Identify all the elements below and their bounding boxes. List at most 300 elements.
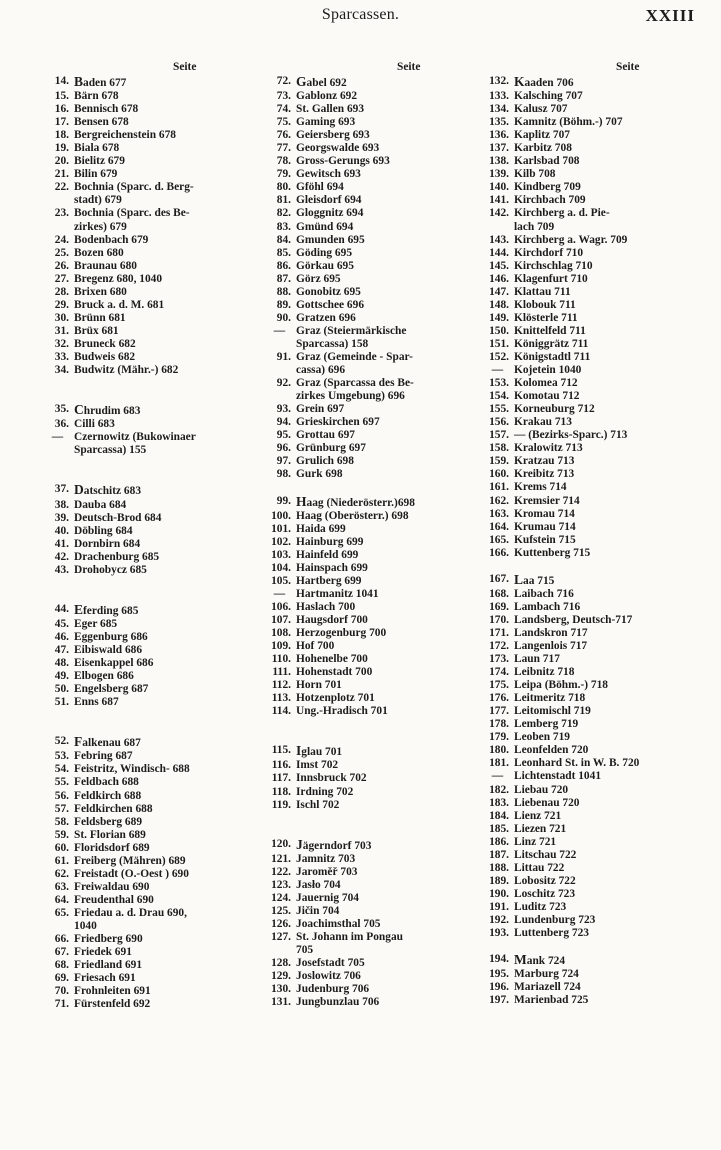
section-initial: E bbox=[74, 601, 84, 617]
entry-text: St. Johann im Pongau bbox=[296, 931, 403, 944]
section-gap bbox=[270, 718, 475, 744]
entry-number: 153. bbox=[489, 377, 509, 390]
entry-number: 117. bbox=[271, 772, 291, 785]
entry-text: ägerndorf 703 bbox=[302, 839, 372, 852]
entry-text: Klösterle 711 bbox=[514, 311, 578, 324]
entry-text: Biala 678 bbox=[74, 142, 120, 155]
index-entry bbox=[488, 495, 703, 508]
index-entry bbox=[270, 429, 475, 442]
entry-number: 102. bbox=[271, 535, 291, 548]
index-entry bbox=[270, 416, 475, 429]
entry-text: Kalusz 707 bbox=[514, 103, 568, 116]
entry-text: aaden 706 bbox=[524, 77, 574, 89]
entry-number: 57. bbox=[54, 802, 69, 815]
entry-text: Grottau 697 bbox=[296, 429, 355, 442]
entry-text: Kirchschlag 710 bbox=[514, 259, 593, 272]
index-entry bbox=[48, 312, 253, 325]
entry-number: 94. bbox=[276, 416, 291, 429]
entry-number: 79. bbox=[276, 168, 291, 181]
entry-text: Cilli 683 bbox=[74, 418, 115, 431]
entry-number: 56. bbox=[54, 789, 69, 802]
entry-text: Lobositz 722 bbox=[514, 874, 576, 887]
index-entry bbox=[488, 810, 703, 823]
entry-text: Brünn 681 bbox=[74, 311, 126, 324]
entry-number: 107. bbox=[271, 613, 291, 626]
entry-number: 35. bbox=[54, 403, 69, 416]
entry-text: Jičin 704 bbox=[296, 904, 340, 917]
entry-number: 27. bbox=[54, 272, 69, 285]
entry-text: Engelsberg 687 bbox=[74, 683, 149, 696]
entry-text: Gottschee 696 bbox=[296, 298, 365, 311]
entry-number: 105. bbox=[271, 574, 291, 587]
index-entry bbox=[48, 985, 253, 998]
entry-number: 36. bbox=[54, 418, 69, 431]
index-entry bbox=[488, 836, 703, 849]
entry-text: Hohenstadt 700 bbox=[296, 666, 373, 679]
entry-text: Gurk 698 bbox=[296, 468, 343, 481]
entry-number: 150. bbox=[489, 324, 509, 337]
entry-number: 101. bbox=[271, 522, 291, 535]
entry-number: 104. bbox=[271, 561, 291, 574]
index-entry bbox=[48, 750, 253, 763]
entry-text: Josefstadt 705 bbox=[296, 957, 365, 970]
entry-number: 140. bbox=[489, 181, 509, 194]
entry-number: 22. bbox=[54, 181, 69, 194]
section-initial: F bbox=[74, 734, 83, 750]
index-entry bbox=[270, 575, 475, 588]
entry-text: aag (Niederösterr.)698 bbox=[306, 496, 415, 509]
entry-text: Marienbad 725 bbox=[514, 994, 589, 1007]
entry-number: 185. bbox=[489, 822, 509, 835]
index-entry bbox=[488, 168, 703, 181]
entry-number: 192. bbox=[489, 914, 509, 926]
entry-text: Jaroměř 703 bbox=[296, 865, 358, 878]
index-entry bbox=[270, 601, 475, 614]
entry-number: 189. bbox=[489, 874, 509, 887]
entry-text: Gmünd 694 bbox=[296, 220, 354, 233]
entry-text: aden 677 bbox=[83, 77, 127, 89]
index-entry bbox=[488, 914, 703, 927]
entry-text: Ung.-Hradisch 701 bbox=[296, 705, 388, 718]
entry-text: Komotau 712 bbox=[514, 390, 580, 403]
entry-number: 157. bbox=[489, 429, 509, 442]
index-entry bbox=[270, 866, 475, 879]
entry-number: 154. bbox=[489, 390, 509, 403]
index-entry bbox=[488, 325, 703, 338]
entry-number: 169. bbox=[489, 600, 509, 613]
entry-text: Kirchberg a. d. Pie- bbox=[514, 207, 610, 220]
entry-number: 63. bbox=[54, 880, 69, 893]
entry-number: 130. bbox=[271, 983, 291, 996]
entry-number: 145. bbox=[489, 259, 509, 272]
entry-text: Bensen 678 bbox=[74, 116, 129, 129]
entry-text: Bregenz 680, 1040 bbox=[74, 272, 163, 285]
index-entry bbox=[270, 116, 475, 129]
index-entry bbox=[488, 981, 703, 994]
entry-number: 53. bbox=[54, 750, 69, 763]
section-gap bbox=[48, 457, 253, 483]
index-entry bbox=[270, 273, 475, 286]
entry-text: Gföhl 694 bbox=[296, 181, 344, 194]
index-entry bbox=[270, 772, 475, 785]
index-entry bbox=[488, 692, 703, 705]
entry-text: Jauernig 704 bbox=[296, 891, 359, 904]
entry-number: 33. bbox=[54, 350, 69, 363]
entry-number: 111. bbox=[272, 666, 291, 679]
index-entry bbox=[270, 744, 475, 759]
entry-number: 55. bbox=[54, 776, 69, 789]
index-entry bbox=[488, 770, 703, 783]
entry-text: Eger 685 bbox=[74, 617, 118, 630]
entry-text: Königstadtl 711 bbox=[514, 350, 591, 363]
entry-text: Landsberg, Deutsch-717 bbox=[514, 613, 633, 626]
entry-number: 144. bbox=[489, 246, 509, 259]
entry-number: 32. bbox=[54, 337, 69, 350]
entry-number: 47. bbox=[54, 644, 69, 657]
entry-number: 137. bbox=[489, 142, 509, 155]
entry-number: 38. bbox=[54, 498, 69, 511]
entry-text: glau 701 bbox=[301, 746, 343, 759]
section-initial: D bbox=[74, 482, 84, 498]
entry-number: — bbox=[491, 364, 504, 377]
entry-continuation: stadt) 679 bbox=[74, 194, 122, 207]
index-entry bbox=[488, 679, 703, 692]
index-entry bbox=[488, 588, 703, 601]
entry-number: 70. bbox=[54, 985, 69, 998]
entry-number: 95. bbox=[276, 429, 291, 442]
entry-text: Jasło 704 bbox=[296, 878, 341, 891]
entry-list bbox=[488, 75, 703, 1007]
entry-text: Friedland 691 bbox=[74, 959, 143, 972]
entry-number: 182. bbox=[489, 783, 509, 796]
entry-number: 194. bbox=[489, 953, 509, 966]
entry-number: 179. bbox=[489, 731, 509, 744]
entry-number: 165. bbox=[489, 533, 509, 546]
entry-number: 34. bbox=[54, 364, 69, 377]
index-entry bbox=[48, 325, 253, 338]
entry-number: 167. bbox=[489, 572, 509, 585]
entry-text: Lambach 716 bbox=[514, 600, 581, 613]
entry-number: 178. bbox=[489, 718, 509, 731]
index-entry bbox=[488, 455, 703, 468]
index-entry bbox=[270, 142, 475, 155]
entry-text: Hotzenplotz 701 bbox=[296, 692, 375, 705]
entry-number: 131. bbox=[271, 996, 291, 1009]
column-heading-seite: Seite bbox=[173, 61, 197, 73]
index-entry bbox=[270, 759, 475, 772]
entry-number: 83. bbox=[276, 220, 291, 233]
entry-number: 180. bbox=[489, 744, 509, 757]
entry-text: Freistadt (O.-Oest ) 690 bbox=[74, 867, 189, 880]
entry-text: Krakau 713 bbox=[514, 416, 572, 429]
entry-number: 171. bbox=[489, 626, 509, 639]
entry-number: 50. bbox=[54, 683, 69, 696]
index-entry bbox=[270, 403, 475, 416]
section-gap bbox=[48, 377, 253, 403]
entry-number: 92. bbox=[276, 377, 291, 390]
index-entry bbox=[488, 142, 703, 155]
index-entry bbox=[488, 953, 703, 968]
index-entry bbox=[48, 644, 253, 657]
index-entry bbox=[488, 653, 703, 666]
entry-text: Luttenberg 723 bbox=[514, 927, 589, 940]
index-entry bbox=[48, 247, 253, 260]
index-entry bbox=[48, 998, 253, 1011]
entry-text: Haag (Oberösterr.) 698 bbox=[296, 509, 409, 522]
entry-number: 100. bbox=[271, 509, 291, 522]
index-entry bbox=[488, 468, 703, 481]
index-entry bbox=[48, 234, 253, 247]
index-entry bbox=[48, 512, 253, 525]
entry-text: Dornbirn 684 bbox=[74, 537, 141, 550]
index-entry bbox=[48, 855, 253, 868]
index-entry bbox=[270, 299, 475, 312]
entry-number: 40. bbox=[54, 524, 69, 537]
index-entry bbox=[270, 640, 475, 653]
index-entry bbox=[48, 103, 253, 116]
entry-text: Gaming 693 bbox=[296, 116, 356, 129]
entry-text: Feldbach 688 bbox=[74, 776, 139, 789]
index-entry bbox=[488, 403, 703, 416]
entry-number: 42. bbox=[54, 550, 69, 563]
index-entry bbox=[48, 946, 253, 959]
entry-text: Graz (Gemeinde - Spar- bbox=[296, 350, 413, 363]
index-entry bbox=[488, 927, 703, 940]
entry-text: Elbogen 686 bbox=[74, 670, 134, 683]
entry-text: ank 724 bbox=[526, 955, 566, 968]
index-entry bbox=[488, 573, 703, 588]
entry-text: Kalsching 707 bbox=[514, 90, 583, 103]
column-heading-seite: Seite bbox=[397, 61, 421, 73]
entry-text: Klobouk 711 bbox=[514, 298, 576, 311]
entry-number: 156. bbox=[489, 416, 509, 429]
index-entry bbox=[270, 260, 475, 273]
entry-number: 48. bbox=[54, 657, 69, 670]
index-entry bbox=[488, 260, 703, 273]
index-entry bbox=[488, 481, 703, 494]
entry-continuation: 1040 bbox=[74, 920, 97, 932]
entry-text: Freiwaldau 690 bbox=[74, 880, 150, 893]
entry-text: Döbling 684 bbox=[74, 524, 133, 537]
entry-text: Haugsdorf 700 bbox=[296, 613, 368, 626]
index-entry bbox=[270, 221, 475, 234]
index-entry bbox=[488, 784, 703, 797]
index-entry bbox=[270, 155, 475, 168]
entry-text: hrudim 683 bbox=[83, 405, 141, 418]
entry-number: 30. bbox=[54, 311, 69, 324]
entry-number: 14. bbox=[54, 75, 69, 87]
entry-text: Gloggnitz 694 bbox=[296, 207, 364, 220]
entry-text: Liebenau 720 bbox=[514, 796, 580, 809]
index-entry bbox=[488, 968, 703, 981]
index-entry bbox=[48, 803, 253, 816]
entry-number: — bbox=[51, 431, 64, 444]
entry-text: Hainfeld 699 bbox=[296, 548, 359, 561]
index-entry bbox=[488, 181, 703, 194]
entry-number: 99. bbox=[276, 494, 291, 507]
entry-number: 187. bbox=[489, 848, 509, 861]
index-entry bbox=[48, 829, 253, 842]
index-entry bbox=[48, 933, 253, 946]
entry-text: Laibach 716 bbox=[514, 587, 574, 600]
entry-number: 64. bbox=[54, 893, 69, 906]
entry-text: Lichtenstadt 1041 bbox=[514, 770, 602, 783]
index-entry bbox=[270, 468, 475, 481]
entry-continuation: cassa) 696 bbox=[296, 364, 346, 377]
index-entry bbox=[270, 90, 475, 103]
entry-text: Kratzau 713 bbox=[514, 455, 575, 468]
section-initial: L bbox=[514, 571, 524, 587]
index-entry bbox=[48, 260, 253, 273]
entry-text: Bruck a. d. M. 681 bbox=[74, 298, 165, 311]
entry-number: 37. bbox=[54, 483, 69, 496]
entry-number: 162. bbox=[489, 494, 509, 507]
entry-text: Kaplitz 707 bbox=[514, 129, 571, 142]
entry-text: Bochnia (Sparc. d. Berg- bbox=[74, 181, 194, 194]
entry-text: Imst 702 bbox=[296, 759, 339, 772]
entry-text: Freiberg (Mähren) 689 bbox=[74, 854, 186, 867]
entry-number: 124. bbox=[271, 891, 291, 904]
entry-number: 146. bbox=[489, 272, 509, 285]
section-initial: K bbox=[514, 74, 525, 89]
entry-text: Linz 721 bbox=[514, 835, 557, 848]
entry-number: 25. bbox=[54, 246, 69, 259]
entry-text: Gmunden 695 bbox=[296, 233, 365, 246]
entry-number: 77. bbox=[276, 142, 291, 155]
entry-text: Kilb 708 bbox=[514, 168, 556, 181]
index-entry bbox=[48, 683, 253, 696]
entry-number: 31. bbox=[54, 324, 69, 337]
entry-text: Feistritz, Windisch- 688 bbox=[74, 763, 190, 776]
entry-text: Bochnia (Sparc. des Be- bbox=[74, 207, 190, 220]
entry-text: Hainspach 699 bbox=[296, 561, 368, 574]
index-entry bbox=[488, 666, 703, 679]
entry-text: Klagenfurt 710 bbox=[514, 272, 588, 285]
index-entry bbox=[270, 442, 475, 455]
entry-text: Horn 701 bbox=[296, 679, 342, 692]
entry-text: Göding 695 bbox=[296, 246, 353, 259]
index-entry bbox=[488, 207, 703, 233]
entry-number: 72. bbox=[276, 75, 291, 87]
index-entry bbox=[270, 996, 475, 1009]
entry-number: 75. bbox=[276, 116, 291, 129]
entry-text: Langenlois 717 bbox=[514, 640, 588, 653]
entry-text: Leoben 719 bbox=[514, 731, 571, 744]
index-entry bbox=[488, 377, 703, 390]
index-entry bbox=[488, 862, 703, 875]
entry-number: 66. bbox=[54, 933, 69, 946]
index-entry bbox=[270, 838, 475, 853]
entry-number: 97. bbox=[276, 455, 291, 468]
entry-text: Gablonz 692 bbox=[296, 90, 358, 103]
index-entry bbox=[488, 614, 703, 627]
index-entry bbox=[488, 875, 703, 888]
entry-text: Haslach 700 bbox=[296, 600, 356, 613]
index-entry bbox=[488, 601, 703, 614]
entry-number: 61. bbox=[54, 854, 69, 867]
index-entry bbox=[270, 234, 475, 247]
index-entry bbox=[488, 155, 703, 168]
entry-number: 133. bbox=[489, 90, 509, 103]
entry-text: Lundenburg 723 bbox=[514, 914, 596, 926]
entry-number: 128. bbox=[271, 957, 291, 970]
index-entry bbox=[270, 653, 475, 666]
entry-continuation: lach 709 bbox=[514, 220, 555, 233]
index-entry bbox=[488, 718, 703, 731]
entry-number: 16. bbox=[54, 103, 69, 116]
entry-number: 109. bbox=[271, 640, 291, 653]
entry-number: 197. bbox=[489, 994, 509, 1007]
entry-text: Grieskirchen 697 bbox=[296, 416, 380, 429]
index-entry bbox=[48, 564, 253, 577]
entry-number: 166. bbox=[489, 546, 509, 559]
entry-number: 68. bbox=[54, 959, 69, 972]
index-entry bbox=[270, 666, 475, 679]
entry-continuation: 705 bbox=[296, 944, 314, 957]
entry-number: 148. bbox=[489, 298, 509, 311]
entry-number: 88. bbox=[276, 285, 291, 298]
index-entry bbox=[270, 705, 475, 718]
index-entry bbox=[270, 103, 475, 116]
entry-number: 149. bbox=[489, 311, 509, 324]
entry-text: Kolomea 712 bbox=[514, 377, 578, 390]
entry-number: 158. bbox=[489, 442, 509, 455]
entry-text: Drohobycz 685 bbox=[74, 563, 147, 576]
entry-number: 91. bbox=[276, 350, 291, 363]
entry-text: Bennisch 678 bbox=[74, 103, 139, 116]
index-entry bbox=[270, 129, 475, 142]
entry-number: 183. bbox=[489, 796, 509, 809]
index-entry bbox=[48, 181, 253, 207]
entry-text: Innsbruck 702 bbox=[296, 772, 367, 785]
entry-number: 173. bbox=[489, 653, 509, 666]
entry-number: 138. bbox=[489, 155, 509, 168]
entry-text: Bruneck 682 bbox=[74, 337, 136, 350]
entry-number: 45. bbox=[54, 617, 69, 630]
entry-continuation: zirkes Umgebung) 696 bbox=[296, 390, 405, 403]
entry-text: Jamnitz 703 bbox=[296, 852, 356, 865]
entry-text: Feldkirchen 688 bbox=[74, 802, 153, 815]
entry-text: Budweis 682 bbox=[74, 350, 136, 363]
entry-number: 195. bbox=[489, 968, 509, 981]
entry-number: 168. bbox=[489, 587, 509, 600]
entry-text: Friedek 691 bbox=[74, 946, 132, 959]
entry-number: 181. bbox=[489, 757, 509, 770]
index-entry bbox=[488, 234, 703, 247]
entry-number: 85. bbox=[276, 246, 291, 259]
entry-number: 52. bbox=[54, 735, 69, 748]
index-entry bbox=[488, 286, 703, 299]
index-entry bbox=[270, 286, 475, 299]
index-entry bbox=[270, 247, 475, 260]
index-entry bbox=[488, 640, 703, 653]
entry-text: Klattau 711 bbox=[514, 285, 571, 298]
index-entry bbox=[488, 116, 703, 129]
entry-number: 143. bbox=[489, 233, 509, 246]
section-initial: J bbox=[296, 836, 303, 852]
entry-number: 119. bbox=[271, 798, 291, 811]
index-entry bbox=[48, 403, 253, 418]
index-entry bbox=[270, 455, 475, 468]
entry-text: Kirchbach 709 bbox=[514, 194, 586, 207]
entry-text: Karbitz 708 bbox=[514, 142, 572, 155]
index-entry bbox=[48, 286, 253, 299]
index-entry bbox=[488, 338, 703, 351]
index-entry bbox=[270, 495, 475, 510]
entry-number: 60. bbox=[54, 841, 69, 854]
entry-text: Budwitz (Mähr.-) 682 bbox=[74, 364, 179, 377]
entry-text: Grulich 698 bbox=[296, 455, 354, 468]
